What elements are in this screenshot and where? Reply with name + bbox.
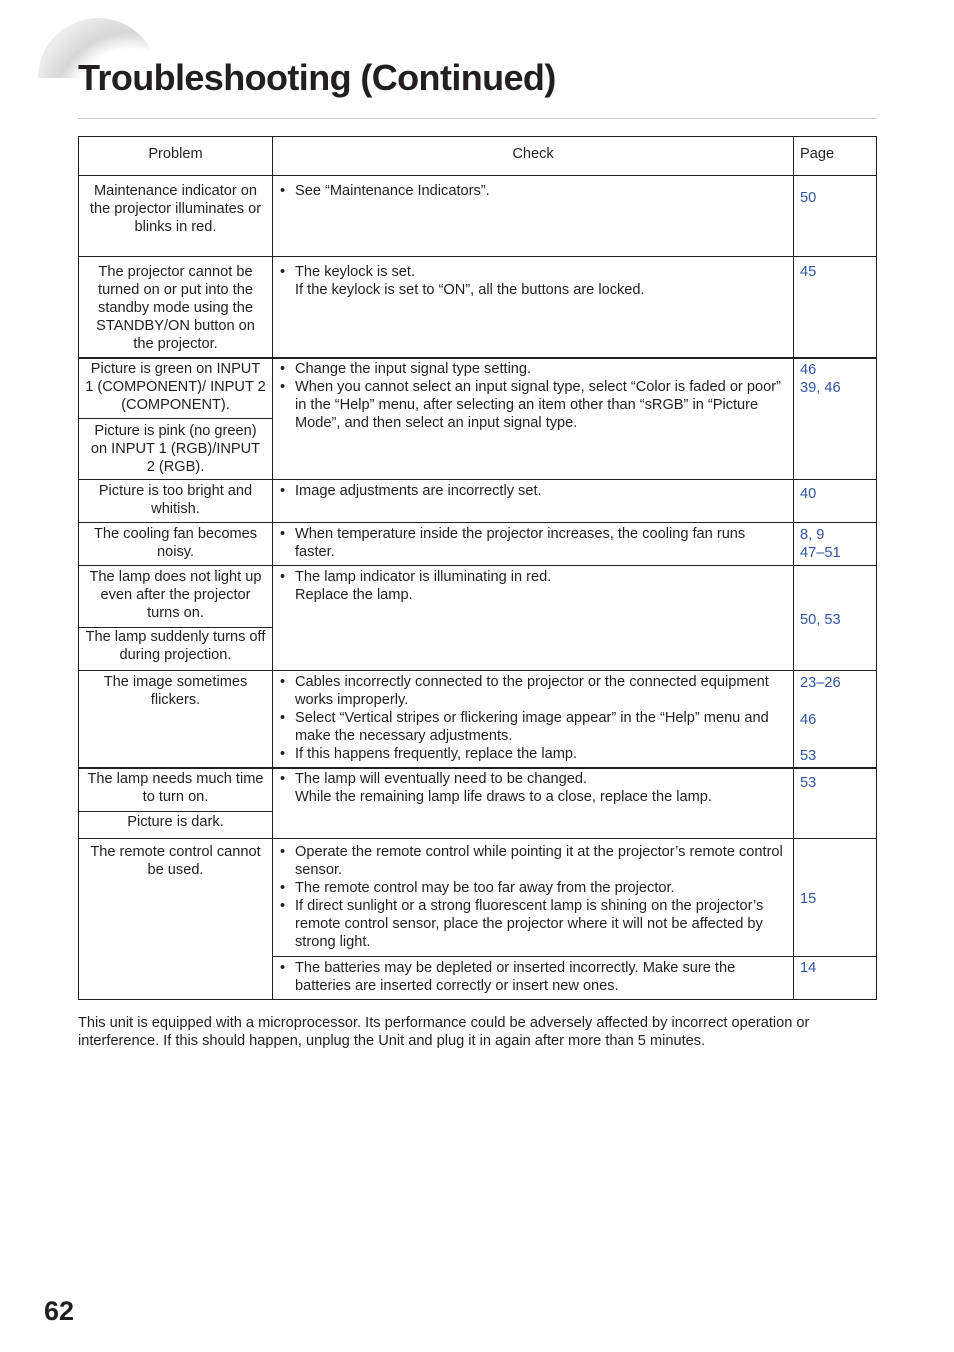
page-ref-cell <box>794 566 877 671</box>
check-main-text: • The keylock is set. <box>295 264 416 280</box>
problem-cell: The cooling fan becomes noisy. <box>79 523 273 566</box>
table-row <box>79 566 877 628</box>
table-row <box>79 257 877 358</box>
check-item: • Cables incorrectly connected to the projector or the connected equipment works improperly. <box>279 673 787 709</box>
header-check: Check <box>273 137 794 176</box>
header-problem: Problem <box>79 137 273 176</box>
check-item: • When you cannot select an input signal type, select “Color is faded or poor” in the “Help” menu, after selecting an item other than “sRGB” in “Picture Mode”, and then select an input signal type. <box>279 378 787 432</box>
problem-cell: The lamp needs much time to turn on. <box>79 768 273 811</box>
page-ref-link[interactable]: 46 <box>800 712 817 728</box>
check-item: • Select “Vertical stripes or flickering image appear” in the “Help” menu and make the necessary adjustments. <box>279 709 787 745</box>
page-ref-link[interactable]: 53 <box>800 775 817 791</box>
check-item: • The batteries may be depleted or inserted incorrectly. Make sure the batteries are inserted correctly or insert new ones. <box>279 959 787 995</box>
check-cell <box>273 257 794 358</box>
check-cell <box>273 671 794 769</box>
check-item: • If this happens frequently, replace the lamp. <box>279 745 787 763</box>
check-cell <box>273 480 794 523</box>
problem-cell: Maintenance indicator on the projector illuminates or blinks in red. <box>79 176 273 257</box>
page-ref-cell <box>794 257 877 358</box>
page-ref-link[interactable]: 39, 46 <box>800 379 841 396</box>
table-header-row <box>79 137 877 176</box>
problem-cell: The projector cannot be turned on or put into the standby mode using the STANDBY/ON button on the projector. <box>79 257 273 358</box>
check-item: • When temperature inside the projector increases, the cooling fan runs faster. <box>279 525 787 561</box>
page-ref-link[interactable]: 50, 53 <box>800 612 841 628</box>
table-row <box>79 671 877 769</box>
problem-cell: Picture is pink (no green) on INPUT 1 (RGB)/INPUT 2 (RGB). <box>79 419 273 480</box>
table-row <box>79 768 877 811</box>
check-cell <box>273 768 794 838</box>
check-cell <box>273 358 794 480</box>
title-divider <box>78 118 876 119</box>
check-sub-text: If the keylock is set to “ON”, all the buttons are locked. <box>295 282 645 298</box>
page-ref-link[interactable]: 15 <box>800 891 817 907</box>
problem-cell: The lamp does not light up even after the projector turns on. <box>79 566 273 628</box>
page-ref-link[interactable]: 45 <box>800 264 817 280</box>
problem-cell: Picture is green on INPUT 1 (COMPONENT)/ INPUT 2 (COMPONENT). <box>79 358 273 419</box>
page-ref-cell <box>794 176 877 257</box>
check-item <box>279 770 787 806</box>
page-ref-link[interactable]: 53 <box>800 748 817 764</box>
check-cell <box>273 956 794 999</box>
check-item <box>279 568 787 604</box>
check-item: • Change the input signal type setting. <box>279 360 787 378</box>
check-sub-text: While the remaining lamp life draws to a close, replace the lamp. <box>295 789 712 805</box>
table-row <box>79 358 877 419</box>
page-ref-cell <box>794 523 877 566</box>
page-ref-cell <box>794 838 877 956</box>
page-ref-link[interactable]: 14 <box>800 959 817 976</box>
problem-cell: The remote control cannot be used. <box>79 838 273 999</box>
page-ref-link[interactable]: 50 <box>800 190 817 206</box>
page-ref-link[interactable]: 40 <box>800 486 817 502</box>
page-ref-cell <box>794 671 877 769</box>
page-ref-link[interactable]: 8, 9 <box>800 527 825 543</box>
page-number: 62 <box>44 1296 75 1326</box>
check-item: • See “Maintenance Indicators”. <box>279 182 787 200</box>
microprocessor-note: This unit is equipped with a microprocessor. Its performance could be adversely affected by incorrect operation or interference. If this should happen, unplug the Unit and plug it in again after more than 5 minutes. <box>78 1015 810 1049</box>
page-ref-link[interactable]: 47–51 <box>800 545 841 561</box>
check-cell <box>273 838 794 956</box>
troubleshooting-table <box>78 136 877 1000</box>
page-title: Troubleshooting (Continued) <box>78 57 556 98</box>
page-ref-cell <box>794 956 877 999</box>
check-item: • Operate the remote control while pointing it at the projector’s remote control sensor. <box>279 843 787 879</box>
header-page: Page <box>794 137 877 176</box>
check-cell <box>273 176 794 257</box>
page-ref-cell <box>794 480 877 523</box>
page-ref-cell <box>794 768 877 838</box>
check-main-text: • The lamp will eventually need to be changed. <box>295 771 588 787</box>
page-ref-link[interactable]: 23–26 <box>800 675 841 691</box>
problem-cell: The lamp suddenly turns off during projection. <box>79 628 273 671</box>
check-item: • If direct sunlight or a strong fluorescent lamp is shining on the projector’s remote control sensor, place the projector where it will not be affected by strong light. <box>279 897 787 951</box>
check-item: • The remote control may be too far away from the projector. <box>279 879 787 897</box>
page-ref-cell <box>794 358 877 480</box>
check-sub-text: Replace the lamp. <box>295 587 413 603</box>
check-item <box>279 263 787 299</box>
table-row <box>79 480 877 523</box>
check-cell <box>273 566 794 671</box>
table-row <box>79 838 877 956</box>
problem-cell: Picture is too bright and whitish. <box>79 480 273 523</box>
check-main-text: • The lamp indicator is illuminating in red. <box>295 569 552 585</box>
problem-cell: Picture is dark. <box>79 811 273 838</box>
table-row <box>79 176 877 257</box>
check-cell <box>273 523 794 566</box>
table-row <box>79 523 877 566</box>
problem-cell: The image sometimes flickers. <box>79 671 273 769</box>
page-ref-link[interactable]: 46 <box>800 361 817 378</box>
check-item: • Image adjustments are incorrectly set. <box>279 482 787 500</box>
